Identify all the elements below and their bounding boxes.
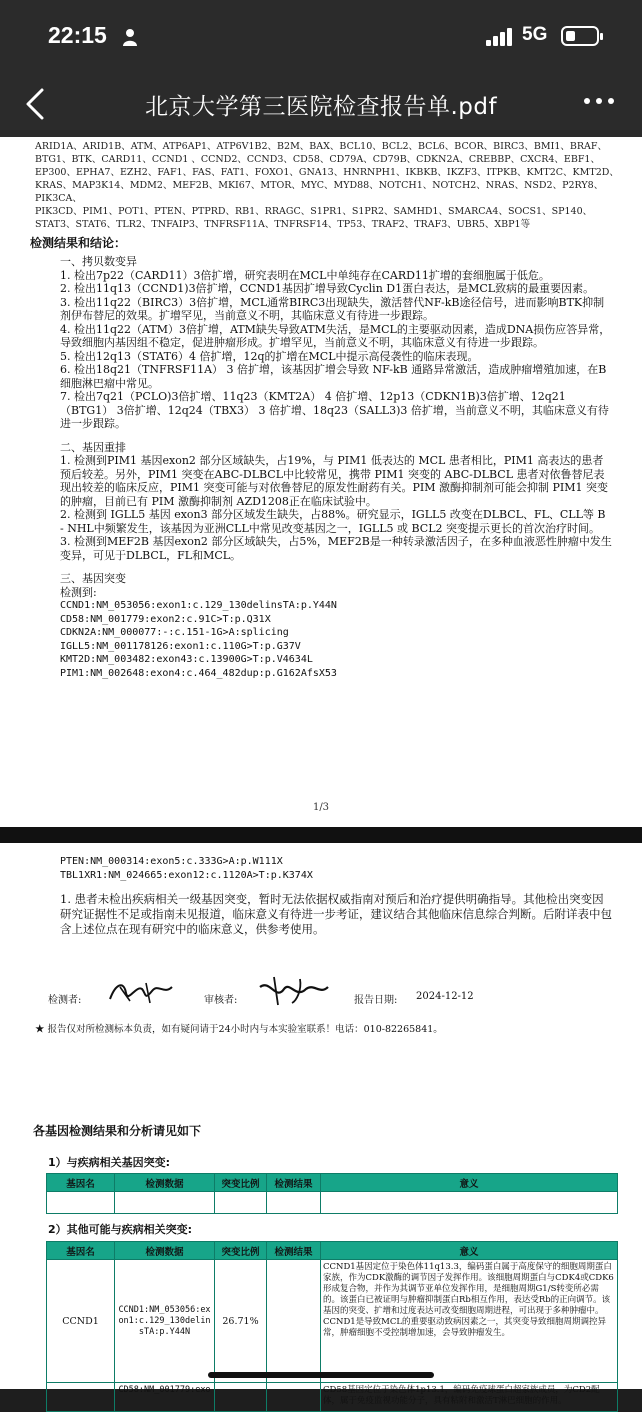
- table-row: [47, 1383, 618, 1412]
- document-title: 北京大学第三医院检查报告单.pdf: [144, 94, 498, 120]
- col-gene: 基因名: [47, 1174, 115, 1192]
- page-gap: [0, 827, 642, 843]
- cell-result: [267, 1383, 321, 1412]
- mutation-entry: PTEN:NM_000314:exon5:c.333G>A:p.W111X: [60, 856, 283, 867]
- results-body: [60, 255, 612, 680]
- gene-list-line: STAT3、STAT6、TLR2、TNFAIP3、TNFRSF11A、TNFRSF14、TP53、TRAF2、TRAF3、UBR5、XBP1等: [35, 219, 531, 230]
- col-result: 检测结果: [267, 1242, 321, 1260]
- col-meaning: 意义: [321, 1174, 618, 1192]
- disclaimer-note: ★ 报告仅对所检测标本负责，如有疑问请于24小时内与本实验室联系！电话：010-82265841。: [35, 1024, 443, 1035]
- cell-meaning: CD58基因定位于染色体1p13.1，编码免疫球蛋白超家族成员，为CD2配体，属于免疫监视功能分子，具有粘附和激活T淋巴细胞的作用。: [323, 1385, 600, 1406]
- pdf-page-1: [0, 137, 642, 827]
- page-number: 1/3: [312, 802, 330, 813]
- reviewer-label: 审核者:: [204, 995, 238, 1006]
- table-row: [47, 1192, 618, 1214]
- other-related-table: [46, 1241, 618, 1412]
- person-icon: [122, 28, 138, 46]
- cell-ratio: 26.71%: [215, 1260, 267, 1383]
- col-result: 检测结果: [267, 1174, 321, 1192]
- cnv-item: 3. 检出11q22（BIRC3）3倍扩增，MCL通常BIRC3出现缺失，激活替代NF-kB途径信号，进而影响BTK抑制剂伊布替尼的效果。扩增罕见，当前意义不明，其临床意义有待进一步跟踪。: [60, 295, 605, 322]
- cnv-item: 7. 检出7q21（PCLO)3倍扩增、11q23（KMT2A） 4 倍扩增、12p13（CDKN1B)3倍扩增、12q21（BTG1） 3倍扩增、12q24（TBX3） 3 倍扩增、18q23（SALL3)3 倍扩增，当前意义不明，其临床意义有待进一步跟踪。: [60, 390, 609, 430]
- mutation-heading: 三、基因突变: [60, 572, 126, 585]
- rearrangement-heading: 二、基因重排: [60, 440, 126, 454]
- signature-row: [48, 983, 608, 1023]
- col-meaning: 意义: [321, 1242, 618, 1260]
- status-bar: [0, 20, 642, 56]
- pdf-page-2: [0, 843, 642, 1406]
- mutation-entry: TBL1XR1:NM_024665:exon12:c.1120A>T:p.K374X: [60, 869, 313, 881]
- cnv-item: 1. 检出7p22（CARD11）3倍扩增，研究表明在MCL中单纯存在CARD11扩增的套细胞属于低危。: [60, 268, 550, 282]
- battery-icon: [561, 26, 599, 46]
- network-type: 5G: [522, 24, 548, 45]
- examiner-label: 检测者:: [48, 995, 82, 1006]
- reviewer-signature: [256, 975, 332, 1007]
- col-ratio: 突变比例: [215, 1174, 267, 1192]
- mutation-entry: IGLL5:NM_001178126:exon1:c.110G>T:p.G37V: [60, 640, 301, 652]
- col-gene: 基因名: [47, 1242, 115, 1260]
- examiner-signature: [106, 977, 176, 1007]
- cnv-heading: 一、拷贝数变异: [60, 255, 137, 268]
- cnv-item: 5. 检出12q13（STAT6）4 倍扩增，12q的扩增在MCL中提示高侵袭性的临床表现。: [60, 349, 479, 363]
- cell-meaning: CCND1基因定位于染色体11q13.3，编码蛋白属于高度保守的细胞周期蛋白家族，作为CDK激酶的调节因子发挥作用。该细胞周期蛋白与CDK4或CDK6形成复合物，并作为其调节亚单位发挥作用，是细胞周期G1/S转变所必需的。该蛋白已被证明与肿瘤抑制蛋白Rb相互作用，表达受Rb的正向调节。该基因的突变、扩增和过度表达可改变细胞周期进程，可出现于多种肿瘤中。CCND1是导致MCL的重要驱动致病因素之一，其突变导致细胞周期调控异常，肿瘤细胞不受控制增加速，会导致肿瘤发生。: [323, 1262, 614, 1338]
- col-data: 检测数据: [115, 1174, 215, 1192]
- disease-related-subheading: 1）与疾病相关基因突变:: [48, 1156, 171, 1169]
- results-heading: 检测结果和结论：: [30, 236, 127, 250]
- cnv-item: 4. 检出11q22（ATM）3倍扩增，ATM缺失导致ATM失活，是MCL的主要驱动因素，造成DNA损伤应答异常，导致细胞内基因组不稳定，促进肿瘤形成。扩增罕见，当前意义不明，其临床意义有待进一步跟踪。: [60, 322, 611, 349]
- gene-list-line: EP300、EPHA7、EZH2、FAF1、FAS、FAT1、FOXO1、GNA13、HNRNPH1、IKBKB、IKZF3、ITPKB、KMT2C、KMT2D、: [35, 167, 619, 178]
- page2-body: [60, 855, 612, 937]
- back-arrow-icon[interactable]: [22, 86, 52, 122]
- cnv-item: 2. 检出11q13（CCND1)3倍扩增，CCND1基因扩增导致Cyclin D1蛋白表达，是MCL致病的最重要因素。: [60, 282, 595, 295]
- cell-gene: CCND1: [47, 1260, 115, 1383]
- rearrangement-item: 2. 检测到 IGLL5 基因 exon3 部分区域发生缺失，占88%。研究显示，IGLL5 改变在DLBCL、FL、CLL等 B - NHL中频繁发生，该基因为亚洲CLL中常见改变基因之一，IGLL5 或 BCL2 突变提示更长的首次治疗时间。: [60, 508, 606, 535]
- cell-result: [267, 1260, 321, 1383]
- mutation-entry: CD58:NM_001779:exon2:c.91C>T:p.Q31X: [60, 613, 271, 625]
- col-ratio: 突变比例: [215, 1242, 267, 1260]
- rearrangement-item: 1. 检测到PIM1 基因exon2 部分区域缺失，占19%，与 PIM1 低表达的 MCL 患者相比，PIM1 高表达的患者预后较差。另外，PIM1 突变在ABC-DLBCL中比较常见，携带 PIM1 突变的 ABC-DLBCL 患者对依鲁替尼表现出较差的临床反应，PIM1 突变可能与对依鲁替尼的原发性耐药有关。PIM 激酶抑制剂可能会抑制 PIM1 突变的肿瘤，目前已有 PIM 激酶抑制剂 AZD1208正在临床试验中。: [60, 454, 609, 508]
- cnv-item: 6. 检出18q21（TNFRSF11A） 3 倍扩增，该基因扩增会导致 NF-kB 通路异常激活，造成肿瘤增殖加速，在B 细胞淋巴瘤中常见。: [60, 363, 607, 390]
- gene-list: [35, 140, 625, 231]
- other-related-subheading: 2）其他可能与疾病相关突变:: [48, 1223, 193, 1236]
- table-header-row: [47, 1174, 618, 1192]
- app-top-bar: [0, 0, 642, 137]
- gene-list-line: ARID1A、ARID1B、ATM、ATP6AP1、ATP6V1B2、B2M、BAX、BCL10、BCL2、BCL6、BCOR、BIRC3、BMI1、BRAF、: [35, 141, 607, 152]
- home-indicator[interactable]: [208, 1372, 434, 1378]
- cell-data: CD58:NM_001779:exo: [115, 1383, 215, 1412]
- disease-related-table: [46, 1173, 618, 1214]
- nav-bar: [0, 80, 642, 130]
- report-date: 2024-12-12: [416, 991, 474, 1002]
- rearrangement-item: 3. 检测到MEF2B 基因exon2 部分区域缺失，占5%，MEF2B是一种转录激活因子，在多种血液恶性肿瘤中发生变异，可见于DLBCL，FL和MCL。: [60, 535, 612, 562]
- mutation-entry: CCND1:NM_053056:exon1:c.129_130delinsTA:p.Y44N: [60, 600, 337, 611]
- status-time: 22:15: [48, 22, 107, 48]
- col-data: 检测数据: [115, 1242, 215, 1260]
- table-row: [47, 1260, 618, 1383]
- gene-list-line: BTG1、BTK、CARD11、CCND1 、CCND2、CCND3、CD58、CD79A、CD79B、CDKN2A、CREBBP、CXCR4、EBF1、: [35, 154, 600, 165]
- report-date-label: 报告日期:: [354, 995, 398, 1006]
- cell-gene: [47, 1383, 115, 1412]
- conclusion-text: 1. 患者未检出疾病相关一级基因突变，暂时无法依据权威指南对预后和治疗提供明确指导。其他检出突变因研究证据性不足或指南未见报道，临床意义有待进一步考证，建议结合其他临床信息综合判断。后附详表中包含上述位点在现有研究中的临床意义，供参考使用。: [60, 892, 612, 936]
- gene-list-line: PIK3CD、PIM1、POT1、PTEN、PTPRD、RB1、RRAGC、S1PR1、S1PR2、SAMHD1、SMARCA4、SOCS1、SP140、: [35, 206, 593, 217]
- table-header-row: [47, 1242, 618, 1260]
- mutation-detected-label: 检测到:: [60, 585, 97, 599]
- signal-icon: [486, 26, 516, 46]
- mutation-entry: PIM1:NM_002648:exon4:c.464_482dup:p.G162AfsX53: [60, 667, 337, 679]
- more-options-icon[interactable]: [584, 96, 614, 106]
- gene-list-line: KRAS、MAP3K14、MDM2、MEF2B、MKI67、MTOR、MYC、MYD88、NOTCH1、NOTCH2、NRAS、NSD2、P2RY8、PIK3CA、: [35, 180, 604, 204]
- cell-ratio: [215, 1383, 267, 1412]
- cell-data: CCND1:NM_053056:exon1:c.129_130delinsTA:p.Y44N: [115, 1260, 215, 1383]
- mutation-entry: CDKN2A:NM_000077:-:c.151-1G>A:splicing: [60, 627, 289, 638]
- analysis-heading: 各基因检测结果和分析请见如下: [33, 1124, 202, 1138]
- mutation-entry: KMT2D:NM_003482:exon43:c.13900G>T:p.V4634L: [60, 654, 313, 665]
